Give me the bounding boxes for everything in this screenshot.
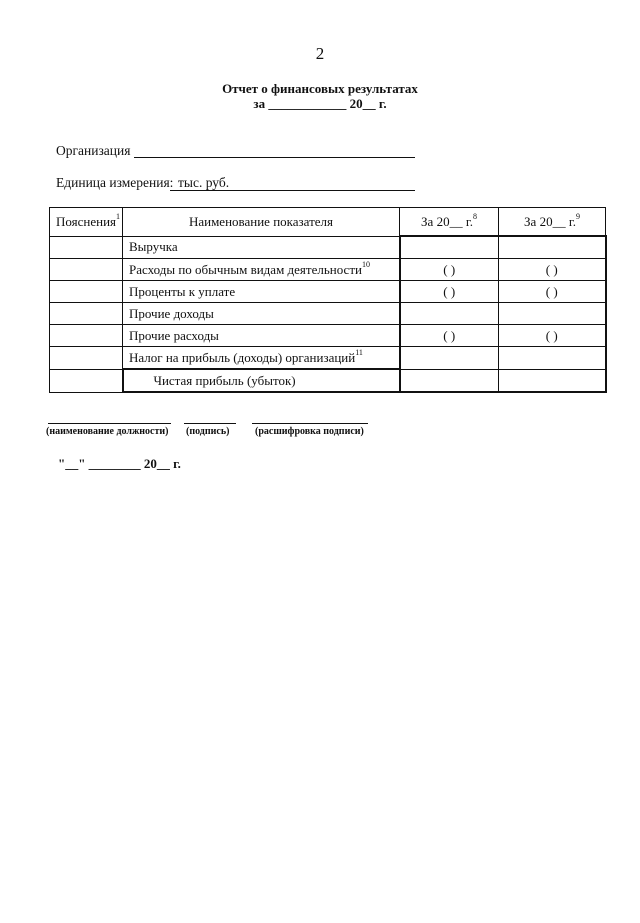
report-period: за ____________ 20__ г. [253,96,387,111]
value-period-1[interactable]: ( ) [400,325,499,347]
value-period-2[interactable]: ( ) [499,325,606,347]
table-row [50,347,606,370]
indicator-name: Расходы по обычным видам деятельности$^{10}$ [123,259,400,281]
position-line[interactable] [48,423,171,424]
table-row [50,236,606,259]
notes-cell[interactable] [50,236,123,259]
organization-label: Организация [56,143,131,158]
notes-cell[interactable] [50,347,123,370]
notes-cell[interactable] [50,369,123,392]
indicator-name-total: Чистая прибыль (убыток) [123,369,400,392]
value-period-1[interactable] [400,303,499,325]
decoding-line[interactable] [252,423,368,424]
decoding-caption: (расшифровка подписи) [255,426,364,437]
value-period-1[interactable] [400,369,499,392]
table-header-row [50,208,606,237]
organization-input-line[interactable] [134,157,415,158]
value-period-2[interactable]: ( ) [499,281,606,303]
value-period-1[interactable] [400,347,499,370]
header-notes: Пояснения$^1$ [50,208,123,237]
value-period-1[interactable]: ( ) [400,259,499,281]
table-row [50,303,606,325]
indicator-name: Прочие доходы [123,303,400,325]
value-period-1[interactable]: ( ) [400,281,499,303]
notes-cell[interactable] [50,325,123,347]
signature-date[interactable]: "__" ________ 20__ г. [58,456,181,471]
page-number: 2 [315,44,325,63]
notes-cell[interactable] [50,303,123,325]
indicator-name: Проценты к уплате [123,281,400,303]
table-row-total [50,369,606,392]
unit-input-line[interactable] [170,190,415,191]
value-period-2[interactable] [499,369,606,392]
table-row [50,281,606,303]
value-period-2[interactable] [499,236,606,259]
position-caption: (наименование должности) [46,426,169,437]
signature-caption: (подпись) [186,426,230,437]
indicator-name: Выручка [123,236,400,259]
unit-label: Единица измерения: [56,175,174,190]
indicator-name: Прочие расходы [123,325,400,347]
notes-cell[interactable] [50,281,123,303]
unit-value: тыс. руб. [178,175,230,190]
value-period-1[interactable] [400,236,499,259]
value-period-2[interactable] [499,347,606,370]
table-row [50,259,606,281]
header-period-1: За 20__ г.$^8$ [400,208,499,237]
financial-results-table [49,207,607,393]
header-indicator: Наименование показателя [123,208,400,237]
signature-line[interactable] [184,423,236,424]
value-period-2[interactable]: ( ) [499,259,606,281]
value-period-2[interactable] [499,303,606,325]
notes-cell[interactable] [50,259,123,281]
header-period-2: За 20__ г.$^9$ [499,208,606,237]
table-row [50,325,606,347]
report-title: Отчет о финансовых результатах [222,81,418,96]
indicator-name: Налог на прибыль (доходы) организаций$^{11}$ [123,347,400,370]
